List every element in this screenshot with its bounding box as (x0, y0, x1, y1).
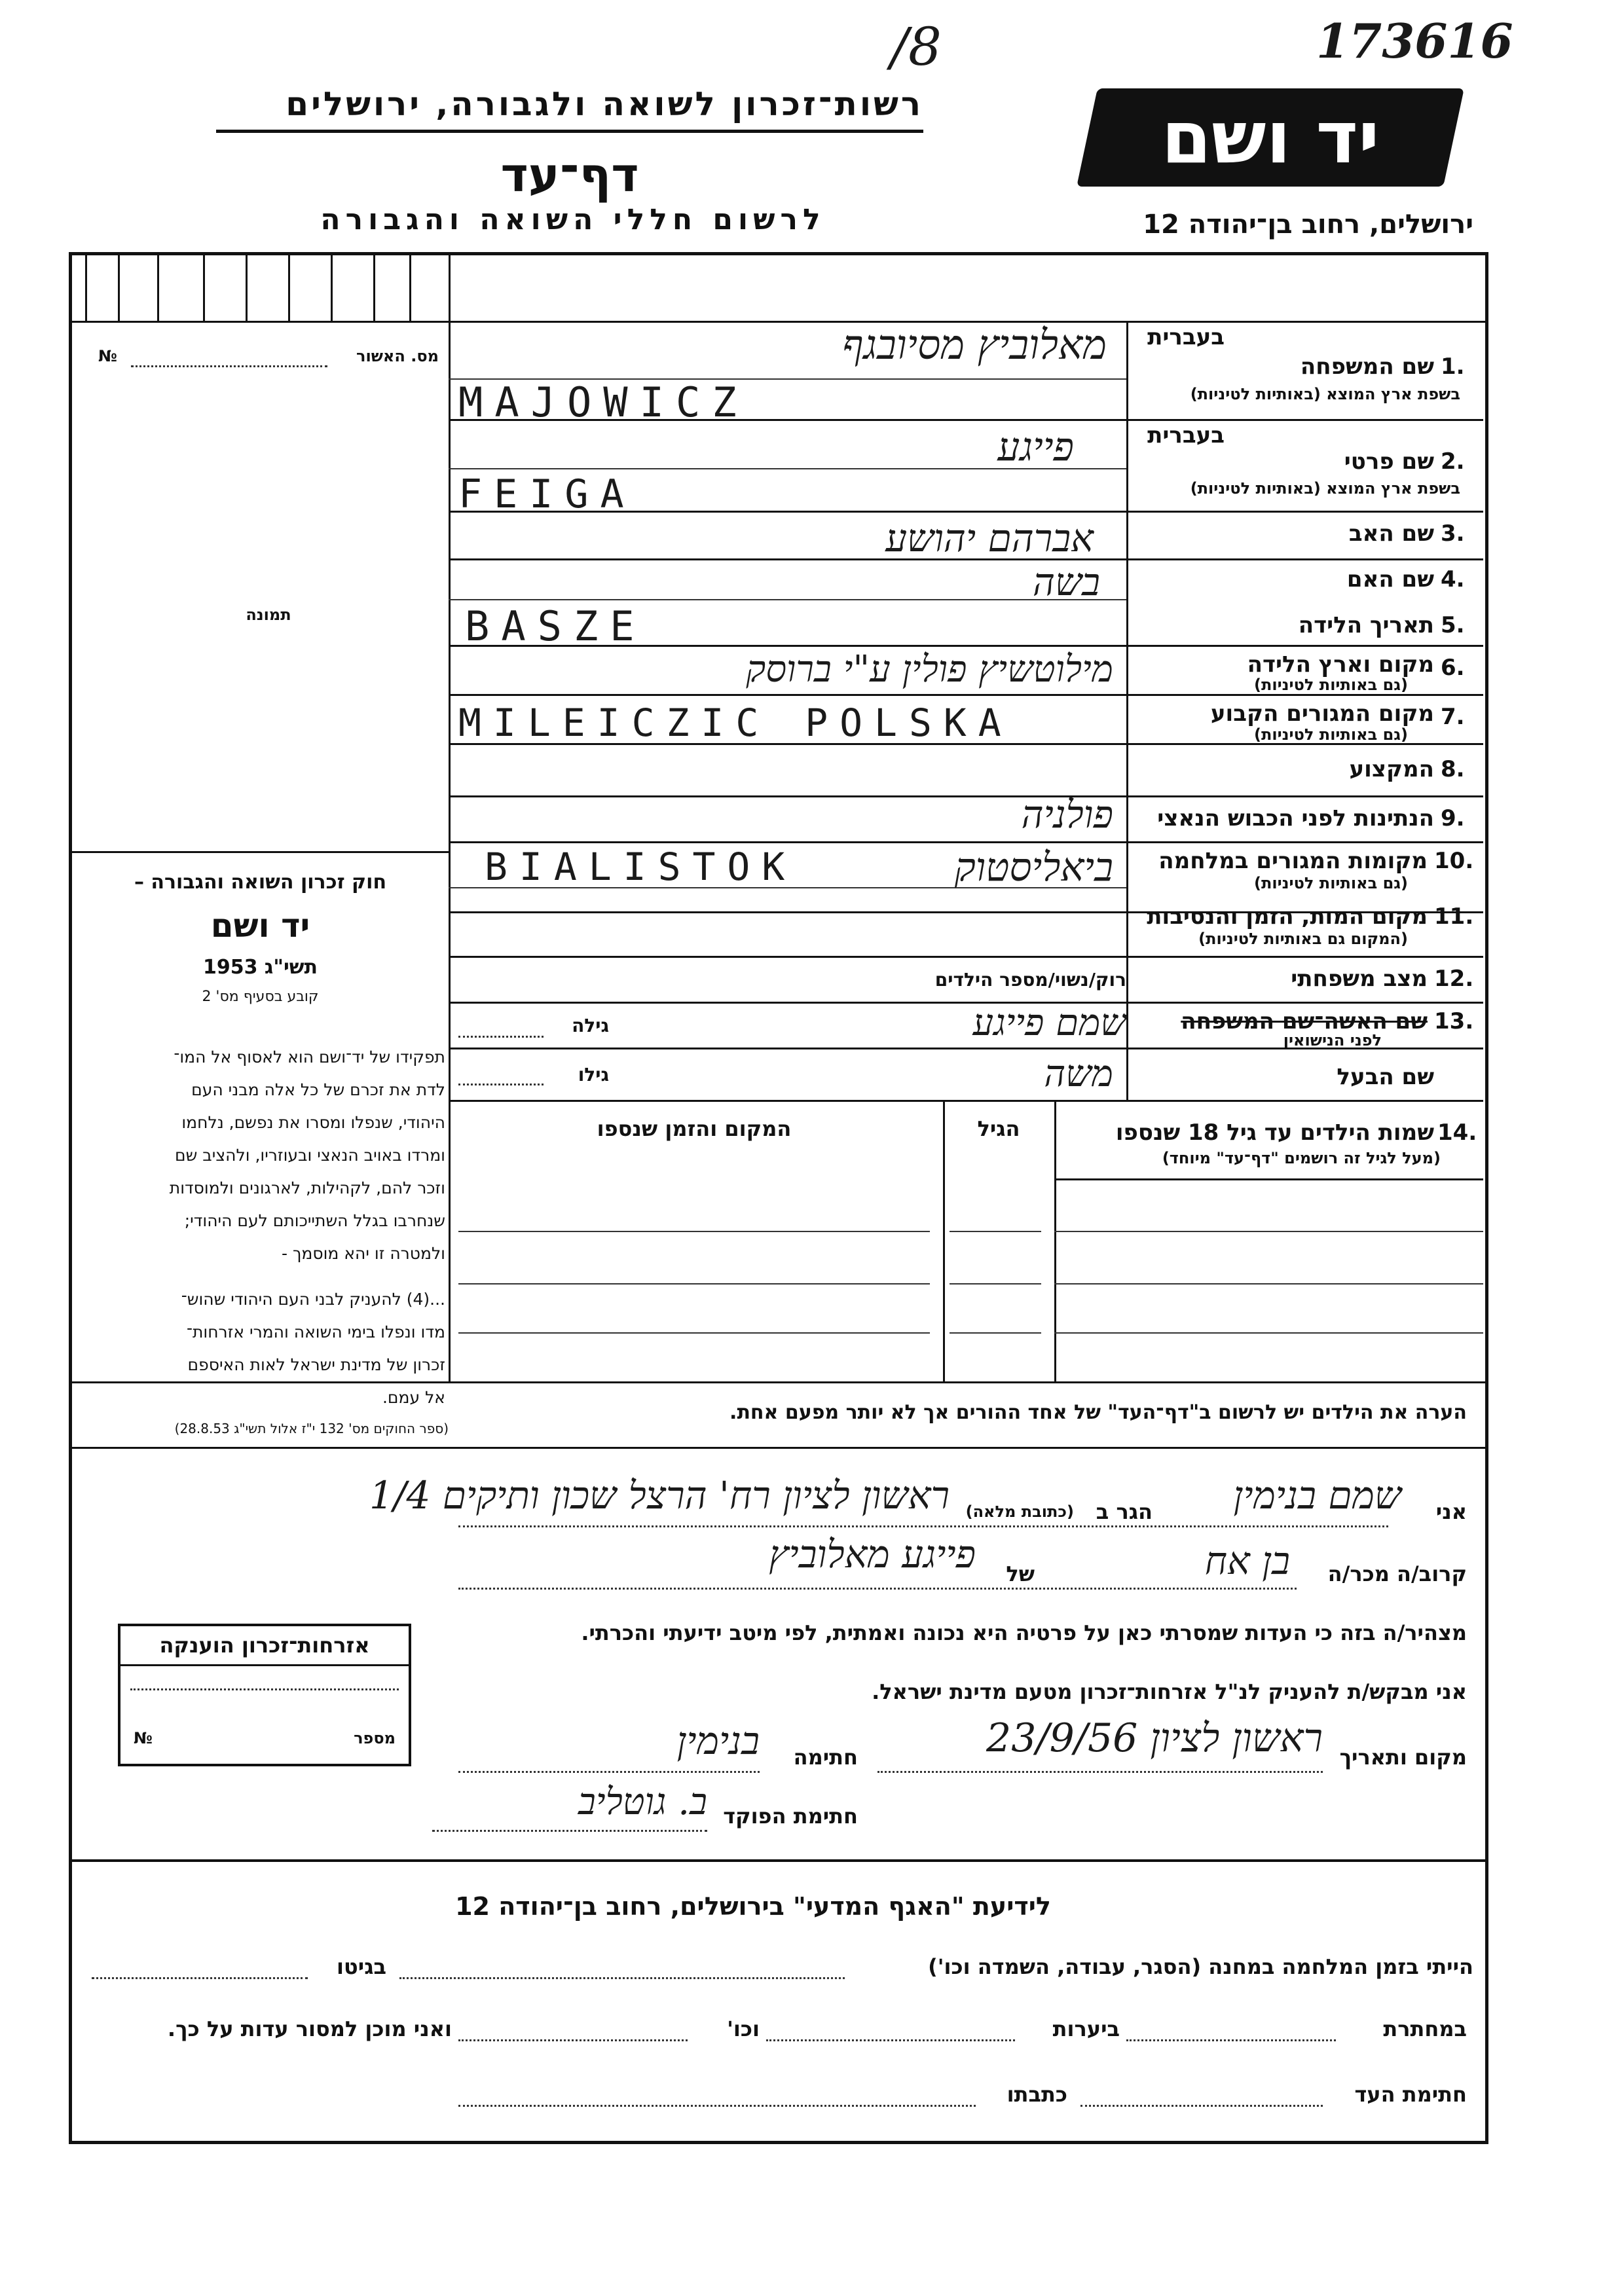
field-1-sub: בשפת ארץ המוצא (באותיות לטיניות) (1190, 385, 1460, 403)
firstname-latin-value: FEIGA (458, 471, 636, 517)
photo-label: תמונה (246, 606, 291, 624)
law-source: (ספר החוקים מס' 132 י"ז אלול תשי"ג 28.8.53) (174, 1421, 449, 1436)
field-1-number: 1. (1441, 354, 1465, 380)
law-text-line: אל עמם. (382, 1388, 445, 1407)
husband-label: שם הבעל (1337, 1064, 1434, 1090)
field-11-label: מקום המות, הזמן והנסיבות (1147, 903, 1428, 930)
field-10-label: מקומות המגורים במלחמה (1158, 848, 1428, 874)
law-text-line: שנחרבו בגלל השתייכותם לעם היהודי; (184, 1211, 445, 1230)
footer-line1-a: הייתי בזמן המלחמה במחנה (הסגר, עבודה, השמדה וכו') (928, 1954, 1473, 1979)
decl-line2-prefix: קרוב/ה מכר/ה (1327, 1561, 1467, 1586)
officer-label: חתימת הפוקד (723, 1804, 858, 1829)
archive-number: 173616 (1316, 13, 1513, 69)
declarant-address: ראשון לציון רח' הרצל שכון ותיקים 1/4 (369, 1473, 950, 1518)
decl-address-sub: (כתובת מלאה) (965, 1503, 1074, 1521)
birthplace-value: מילוטשיץ פולין ע"י ברוסק (746, 648, 1113, 691)
decl-line1-mid: הגר ב (1096, 1499, 1153, 1524)
page-mark: /8 (891, 16, 942, 77)
signature-value: בנימין (676, 1719, 760, 1763)
decl-line1-prefix: אני (1435, 1499, 1467, 1524)
field-1-label: שם המשפחה (1300, 354, 1434, 380)
law-text-line: ומרדו באויב הנאצי ובעוזריו, ולהציב שם (175, 1146, 445, 1165)
field-6-number: 6. (1441, 655, 1465, 681)
decl-line2-of: של (1006, 1561, 1035, 1586)
footer-line2-a: במחתרת (1383, 2016, 1467, 2041)
children-names-subheader: (מעל לגיל זה רושמים "דף־עד" מיוחד) (1162, 1149, 1441, 1167)
children-names-header: שמות הילדים עד גיל 18 שנספו (1115, 1120, 1434, 1146)
field-10-number: 10. (1434, 848, 1474, 874)
field-3-label: שם האב (1348, 520, 1434, 547)
field-8-label: המקצוע (1349, 756, 1434, 782)
stamp-box-number-label: מספר (354, 1729, 396, 1747)
field-13-number: 13. (1434, 1008, 1474, 1034)
signature-label: חתימה (793, 1745, 858, 1770)
field-2-hebrew-tag: בעברית (1147, 422, 1225, 448)
field-10-sub: (גם באותיות לטיניות) (1254, 874, 1408, 892)
field-2-sub: בשפת ארץ המוצא (באותיות לטיניות) (1190, 479, 1460, 498)
children-age-header: הגיל (977, 1116, 1020, 1141)
law-text-line: מדו ונפלו בימי השואה והמרי אזרחות־ (186, 1322, 445, 1341)
field-12-number: 12. (1434, 966, 1474, 992)
law-name: יד ושם (210, 907, 310, 945)
mother-name-latin-value: BASZE (465, 602, 646, 650)
field-13-age-label: גילה (572, 1015, 609, 1036)
field-13-sub: לפני הנישואין (1283, 1031, 1382, 1049)
birthplace-latin-value: MILEICZIC POLSKA (458, 701, 1013, 745)
remembrance-citizenship-box (118, 1624, 411, 1766)
law-text-line: לדת את זכרם של כל אלה מבני העם (191, 1080, 445, 1099)
surname-latin-value: MAJOWICZ (458, 378, 748, 426)
children-note: הערה את הילדים יש לרשום ב"דף־העד" של אחד ההורים אך לא יותר מפעם אחת. (729, 1401, 1467, 1424)
surname-hebrew-value: מאלוביץ מסיובגף (842, 321, 1107, 369)
field-7-number: 7. (1441, 704, 1465, 730)
place-date-value: ראשון לציון 23/9/56 (986, 1715, 1323, 1761)
wartime-residence-value: ביאליסטוק (954, 845, 1113, 890)
form-subtitle: לרשום חללי השואה והגבורה (320, 203, 826, 236)
children-place-header: המקום והזמן שנספו (597, 1116, 792, 1141)
field-7-sub: (גם באותיות לטיניות) (1254, 725, 1408, 744)
field-6-label: מקום וארץ הלידה (1247, 651, 1434, 678)
field-2-label: שם פרטי (1344, 448, 1434, 475)
footer-line2-c: וכו' (727, 2016, 760, 2041)
field-11-number: 11. (1434, 903, 1474, 930)
maiden-name-value: שמם פייגע (972, 1002, 1126, 1044)
field-5-number: 5. (1441, 612, 1465, 638)
org-line: רשות־זכרון לשואה ולגבורה, ירושלים (286, 85, 923, 123)
father-name-value: אברהם יהושע (885, 516, 1094, 560)
field-12-label: מצב משפחתי (1291, 966, 1428, 992)
field-2-number: 2. (1441, 448, 1465, 475)
footer-line3-b: כתבתו (1006, 2082, 1067, 2107)
address: ירושלים, רחוב בן־יהודה 12 (1143, 210, 1473, 240)
decl-line4: אני מבקש/ת להעניק לנ"ל אזרחות־זכרון מטעם מדינת ישראל. (872, 1679, 1467, 1704)
permit-number-sign: № (98, 347, 117, 365)
field-5-label: תאריך הלידה (1298, 612, 1434, 638)
related-person-value: פייגע מאלוביץ (769, 1532, 976, 1576)
decl-line3: מצהיר/ה בזה כי העדות שמסרתי כאן על פרטיה היא נכונה ואמתית, לפי מיטב ידיעתי והכרתי. (581, 1620, 1467, 1645)
stamp-box-number-sign: № (134, 1729, 153, 1747)
field-4-number: 4. (1441, 566, 1465, 592)
firstname-hebrew-value: פייגע (997, 424, 1074, 470)
footer-line2-d: ואני מוכן למסור עדות על כך. (167, 2016, 452, 2041)
law-title: חוק זכרון השואה והגבורה – (134, 871, 387, 894)
law-text-line: ולמטרה זו יהא מוסמך - (282, 1244, 445, 1263)
field-1-hebrew-tag: בעברית (1147, 324, 1225, 350)
law-text (75, 1041, 445, 1414)
relation-value: בן אח (1204, 1539, 1290, 1583)
mother-name-value: בשה (1032, 560, 1100, 604)
officer-signature: ב. גוטליב (578, 1781, 707, 1823)
field-13-label: שם האשה־שם המשפחה (1181, 1008, 1428, 1034)
form-title: דף־עד (500, 147, 639, 202)
field-11-sub: (המקום גם באותיות לטיניות) (1198, 930, 1408, 948)
field-12-inline: רוק/נשוי/מספר הילדים (934, 969, 1126, 991)
field-14-number: 14. (1437, 1120, 1477, 1146)
field-6-sub: (גם באותיות לטיניות) (1254, 676, 1408, 694)
field-9-number: 9. (1441, 805, 1465, 831)
footer-line2-b: ביערות (1052, 2016, 1120, 2041)
law-text-line: ...(4) להעניק לבני העם היהודי שהוש־ (181, 1290, 445, 1309)
wartime-residence-latin-value: BIALISTOK (485, 845, 797, 889)
husband-age-label: גילו (578, 1064, 609, 1085)
footer-line1-b: בגיטו (337, 1954, 386, 1979)
law-text-line: זכרון של מדינת ישראל לאות האיספם (187, 1355, 445, 1374)
footer-line3-a: חתימת העד (1354, 2082, 1467, 2107)
permit-label: מס. האשור (356, 347, 439, 365)
logo-text: יד ושם (1161, 96, 1380, 179)
law-text-line: היהודי, שנפלו ומסרו את נפשם, נלחמו (181, 1113, 445, 1132)
nationality-value: פולניה (1021, 792, 1113, 837)
law-text-line: תפקידו של יד־ושם הוא לאסוף אל המו־ (174, 1048, 445, 1066)
footer-title: לידיעת "האגף המדעי" בירושלים, רחוב בן־יהודה 12 (455, 1892, 1051, 1921)
field-4-label: שם האם (1346, 566, 1434, 592)
field-7-label: מקום המגורים הקבוע (1210, 701, 1434, 727)
field-8-number: 8. (1441, 756, 1465, 782)
law-text-line: וזכר להם, לקהילות, לארגונים ולמוסדות (169, 1178, 445, 1197)
law-section: קובע בסעיף מס' 2 (202, 989, 319, 1005)
stamp-box-title: אזרחות־זכרון הוענקה (120, 1626, 409, 1666)
field-9-label: הנתינות לפני הכבוש הנאצי (1157, 805, 1434, 831)
declarant-name: שמם בנימין (1233, 1473, 1401, 1518)
place-date-label: מקום ותאריך (1339, 1745, 1467, 1770)
field-3-number: 3. (1441, 520, 1465, 547)
husband-name-value: משה (1044, 1053, 1113, 1095)
yad-vashem-logo (1077, 88, 1464, 187)
law-year: תשי"ג 1953 (202, 956, 318, 979)
